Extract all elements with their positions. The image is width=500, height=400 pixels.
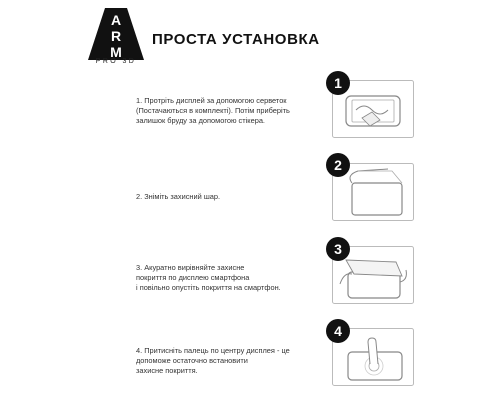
step-1-number-badge [325,70,351,96]
step-1-line-3: залишок бруду за допомогою стікера. [136,116,265,125]
step-1-line-1: 1. Протріть дисплей за допомогою серветок [136,96,287,105]
step-2-text [136,192,326,202]
step-3-text [136,263,326,293]
step-2-number-badge [325,152,351,178]
step-4-text [136,346,326,376]
step-3-line-3: і повільно опустіть покриття на смартфон. [136,283,281,292]
step-4-line-1: 4. Притисніть палець по центру дисплея - це [136,346,290,355]
step-2-line-1: 2. Зніміть захисний шар. [136,192,221,201]
step-1-line-2: (Постачаються в комплекті). Потім приберіть [136,106,290,115]
page-title: ПРОСТА УСТАНОВКА [152,31,320,48]
step-1-text [136,96,326,126]
triangle-logo-icon [86,6,146,62]
step-3-number-badge [325,236,351,262]
step-1-number: 1 [334,75,342,91]
logo-letter-m: M [110,44,122,60]
brand-subtitle: PRO 3D [95,58,137,65]
step-3-number: 3 [334,241,342,257]
step-4-number-badge [325,318,351,344]
arm-logo [86,6,146,76]
step-2-number: 2 [334,157,342,173]
step-4-number: 4 [334,323,342,339]
step-3-line-1: 3. Акуратно вирівняйте захисне [136,263,245,272]
step-4-line-2: допоможе остаточно встановити [136,356,248,365]
step-3-line-2: покриття по дисплею смартфона [136,273,250,282]
logo-letter-a: A [110,12,122,28]
step-4-line-3: захисне покриття. [136,366,198,375]
logo-letter-r: R [110,28,122,44]
